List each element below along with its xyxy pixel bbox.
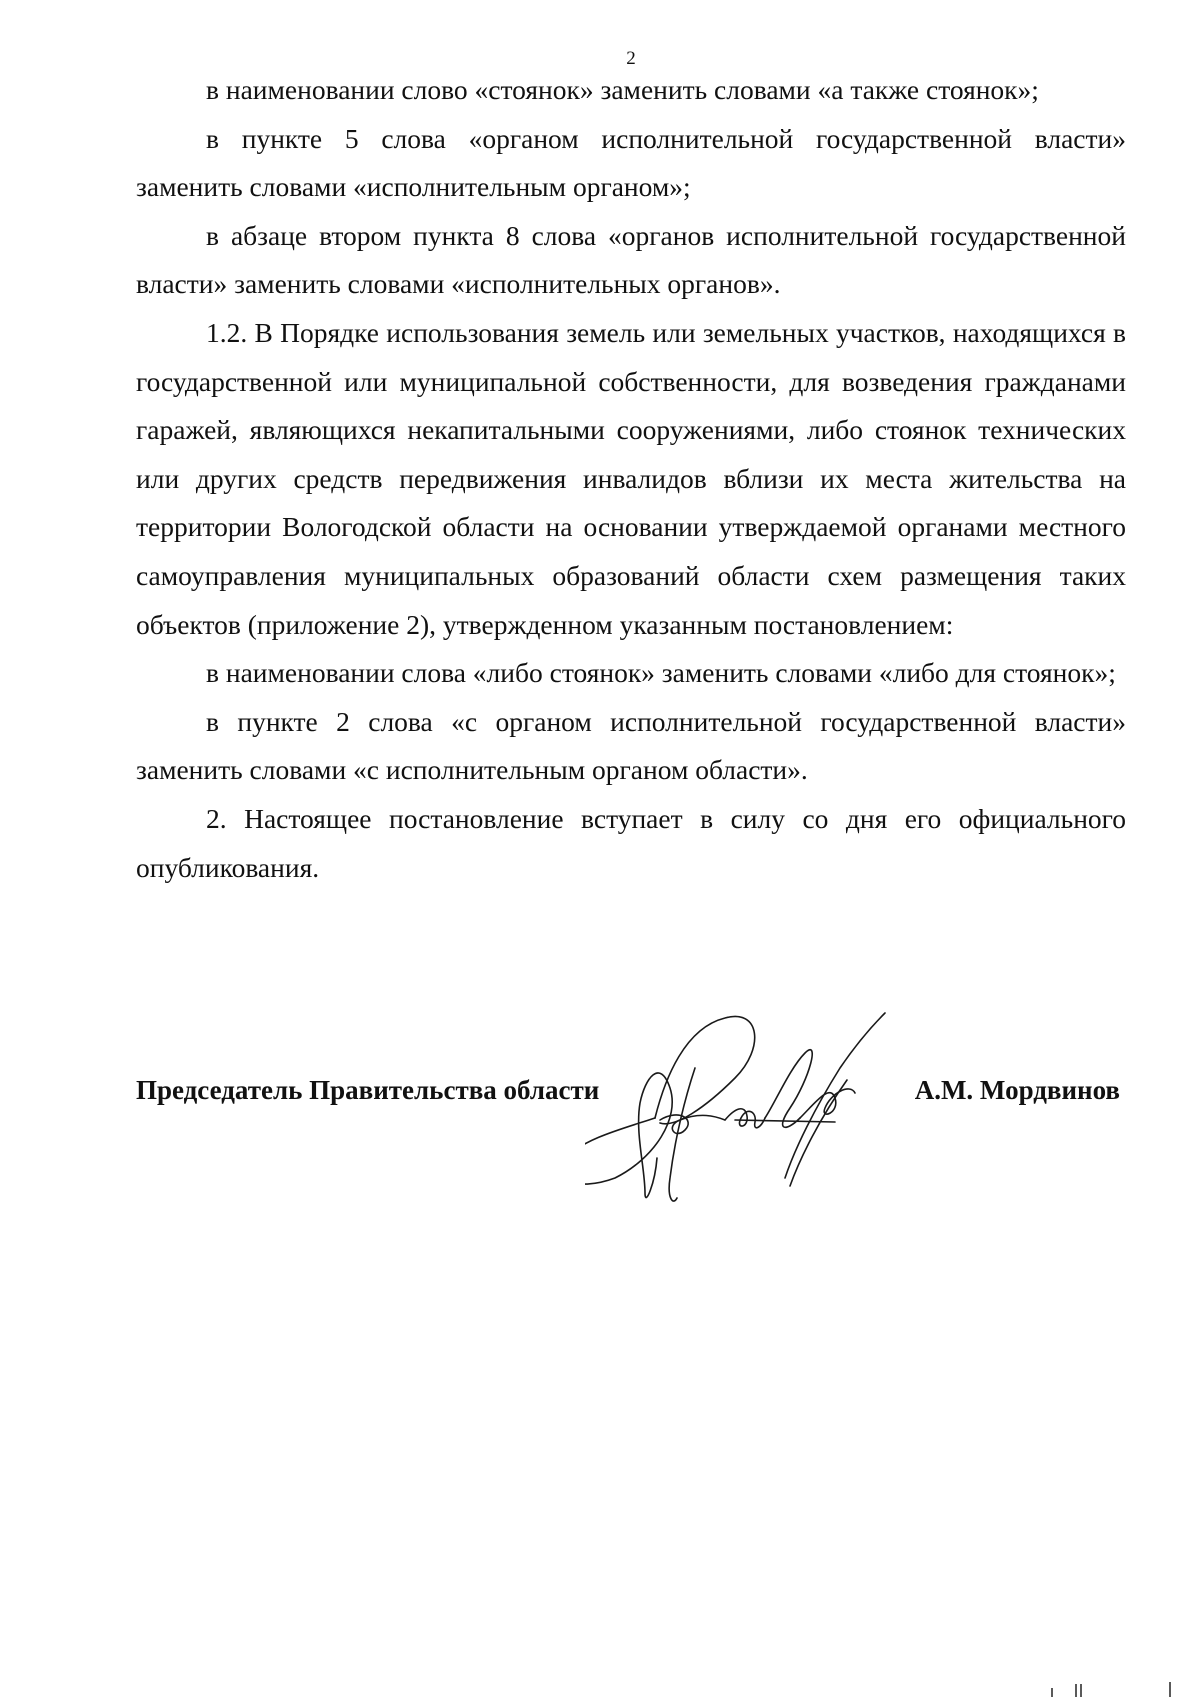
paragraph-4: 1.2. В Порядке использования земель или земельных участков, находящихся в государственной или муниципальной собственности, для возведения гражданами гаражей, являющихся некапитальными сооружениями, либо стоянок технических или других средств передвижения инвалидов вблизи их места жительства на территории Вологодской области на основании утверждаемой органами местного самоуправления муниципальных образований области схем размещения таких объектов (приложение 2), утвержденном указанным постановлением: — [136, 316, 1126, 640]
paragraph-7: 2. Настоящее постановление вступает в силу со дня его официального опубликования. — [136, 802, 1126, 883]
paragraph-2: в пункте 5 слова «органом исполнительной государственной власти» заменить словами «исполнительным органом»; — [136, 122, 1126, 203]
paragraph-6: в пункте 2 слова «с органом исполнительной государственной власти» заменить словами «с исполнительным органом области». — [136, 705, 1126, 786]
paragraph-5: в наименовании слова «либо стоянок» заменить словами «либо для стоянок»; — [206, 657, 1116, 689]
handwritten-signature — [585, 1008, 925, 1208]
paragraph-3: в абзаце втором пункта 8 слова «органов исполнительной государственной власти» заменить словами «исполнительных органов». — [136, 219, 1126, 300]
paragraph-1: в наименовании слово «стоянок» заменить словами «а также стоянок»; — [206, 74, 1039, 105]
document-body — [136, 66, 1126, 892]
signer-title: Председатель Правительства области — [136, 1075, 600, 1105]
signer-name: А.М. Мордвинов — [914, 1075, 1120, 1105]
page-edge-marks — [1050, 1680, 1200, 1697]
page-number: 2 — [626, 48, 636, 69]
